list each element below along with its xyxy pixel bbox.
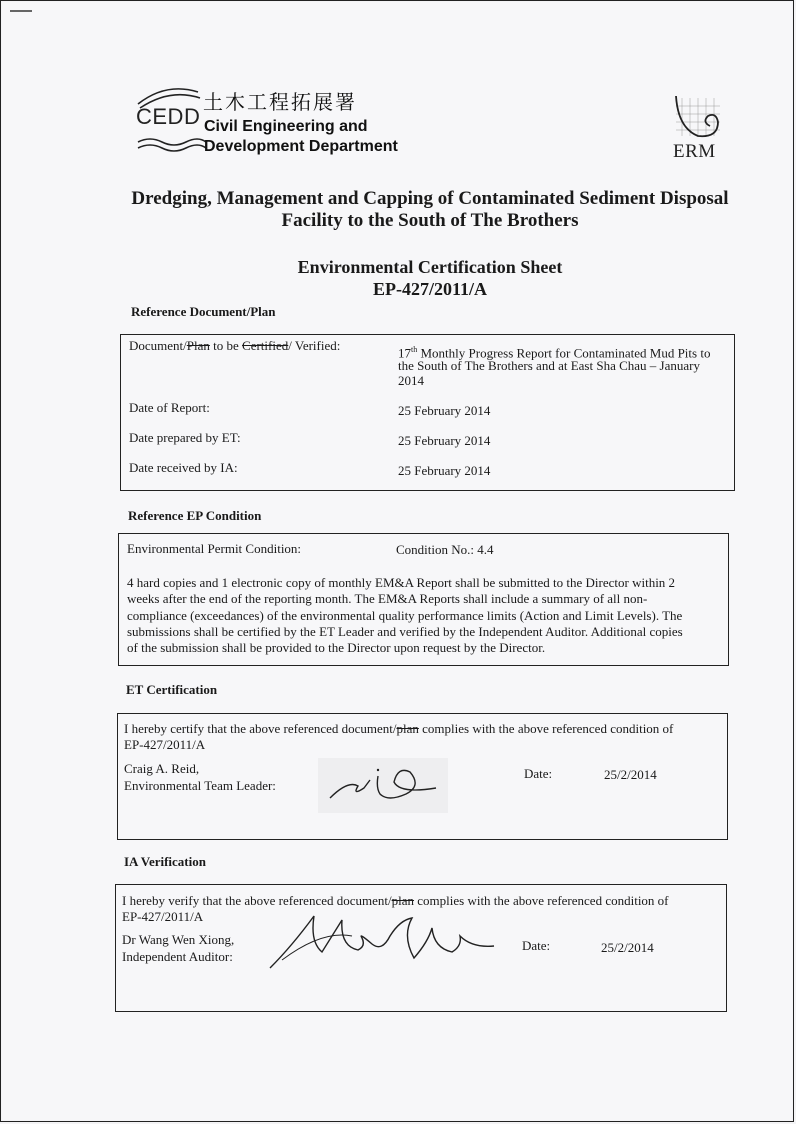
ia-signature-icon <box>262 906 502 976</box>
et-certification-heading: ET Certification <box>126 682 218 697</box>
reference-document-heading: Reference Document/Plan <box>131 304 276 319</box>
doc-value-text1: Monthly Progress Report for Contaminated Mud Pits to <box>417 345 711 361</box>
date-prepared-value: 25 February 2014 <box>398 433 491 448</box>
ep-body-line1: 4 hard copies and 1 electronic copy of monthly EM&A Report shall be submitted to the Director within 2 <box>127 575 676 590</box>
ep-body-line2: weeks after the end of the reporting month. The EM&A Reports shall include a summary of all non- <box>127 591 648 606</box>
scan-mark <box>10 10 32 12</box>
document-title-line1: Dredging, Management and Capping of Contaminated Sediment Disposal <box>131 188 729 209</box>
et-stmt-plan-struck: plan <box>396 721 419 736</box>
doc-ordinal: 17 <box>398 345 411 361</box>
et-statement-line2: EP-427/2011/A <box>124 737 206 752</box>
cedd-abbr: CEDD <box>136 104 201 129</box>
et-signatory-name: Craig A. Reid, <box>124 761 200 776</box>
et-statement-line1 <box>124 721 673 736</box>
date-received-label: Date received by IA: <box>129 460 238 475</box>
ep-body-line4: submissions shall be certified by the ET Leader and verified by the Independent Auditor. Additional copies <box>127 624 683 639</box>
ia-signatory-name: Dr Wang Wen Xiong, <box>122 932 235 947</box>
doc-label-certified-struck: Certified <box>242 338 289 353</box>
doc-label-pre: Document/ <box>129 338 187 353</box>
document-value-line2: the South of The Brothers and at East Sha Chau – January <box>398 358 700 373</box>
date-of-report-value: 25 February 2014 <box>398 403 491 418</box>
sheet-title: Environmental Certification Sheet <box>297 257 563 277</box>
et-signatory-role: Environmental Team Leader: <box>124 778 276 793</box>
document-label <box>129 338 340 353</box>
condition-no <box>396 542 494 557</box>
cedd-name-line1: Civil Engineering and <box>204 118 368 135</box>
condition-no-value: 4.4 <box>477 542 494 557</box>
ia-date-label: Date: <box>522 938 551 953</box>
condition-no-label: Condition No.: <box>396 542 475 557</box>
ia-signatory-role: Independent Auditor: <box>122 949 233 964</box>
doc-label-plan-struck: Plan <box>186 338 210 353</box>
document-title-line2: Facility to the South of The Brothers <box>281 210 579 231</box>
et-stmt-pre: I hereby certify that the above referenced document/ <box>124 721 397 736</box>
erm-name: ERM <box>673 141 716 162</box>
et-date-value: 25/2/2014 <box>604 767 657 782</box>
cedd-chinese-name: 土木工程拓展署 <box>203 90 357 114</box>
cedd-name-line2: Development Department <box>204 138 398 155</box>
doc-label-to-be: to be <box>209 338 243 353</box>
date-prepared-label: Date prepared by ET: <box>129 430 241 445</box>
ia-stmt-plan-struck: plan <box>391 893 415 908</box>
date-of-report-label: Date of Report: <box>129 400 210 415</box>
ia-verification-heading: IA Verification <box>124 854 206 869</box>
et-date-label: Date: <box>524 766 553 781</box>
date-received-value: 25 February 2014 <box>398 463 491 478</box>
ia-stmt-pre: I hereby verify that the above referenced document/ <box>122 893 392 908</box>
ep-body-line3: compliance (exceedances) of the environmental quality performance limits (Action and Limit Levels). The <box>127 608 683 623</box>
ia-date-value: 25/2/2014 <box>601 940 654 955</box>
ep-condition-label: Environmental Permit Condition: <box>127 541 302 556</box>
et-signature-icon <box>318 758 448 813</box>
doc-label-verified: / Verified: <box>288 338 341 353</box>
doc-ordinal-suffix: th <box>411 345 418 354</box>
ia-stmt-post: complies with the above referenced condition of <box>414 893 669 908</box>
permit-number: EP-427/2011/A <box>372 279 487 299</box>
et-stmt-post: complies with the above referenced condition of <box>418 721 674 736</box>
ia-statement-line2: EP-427/2011/A <box>122 909 204 924</box>
ep-body-line5: of the submission shall be provided to the Director upon request by the Director. <box>127 640 546 655</box>
reference-ep-heading: Reference EP Condition <box>128 508 262 523</box>
document-value-line3: 2014 <box>398 373 424 388</box>
